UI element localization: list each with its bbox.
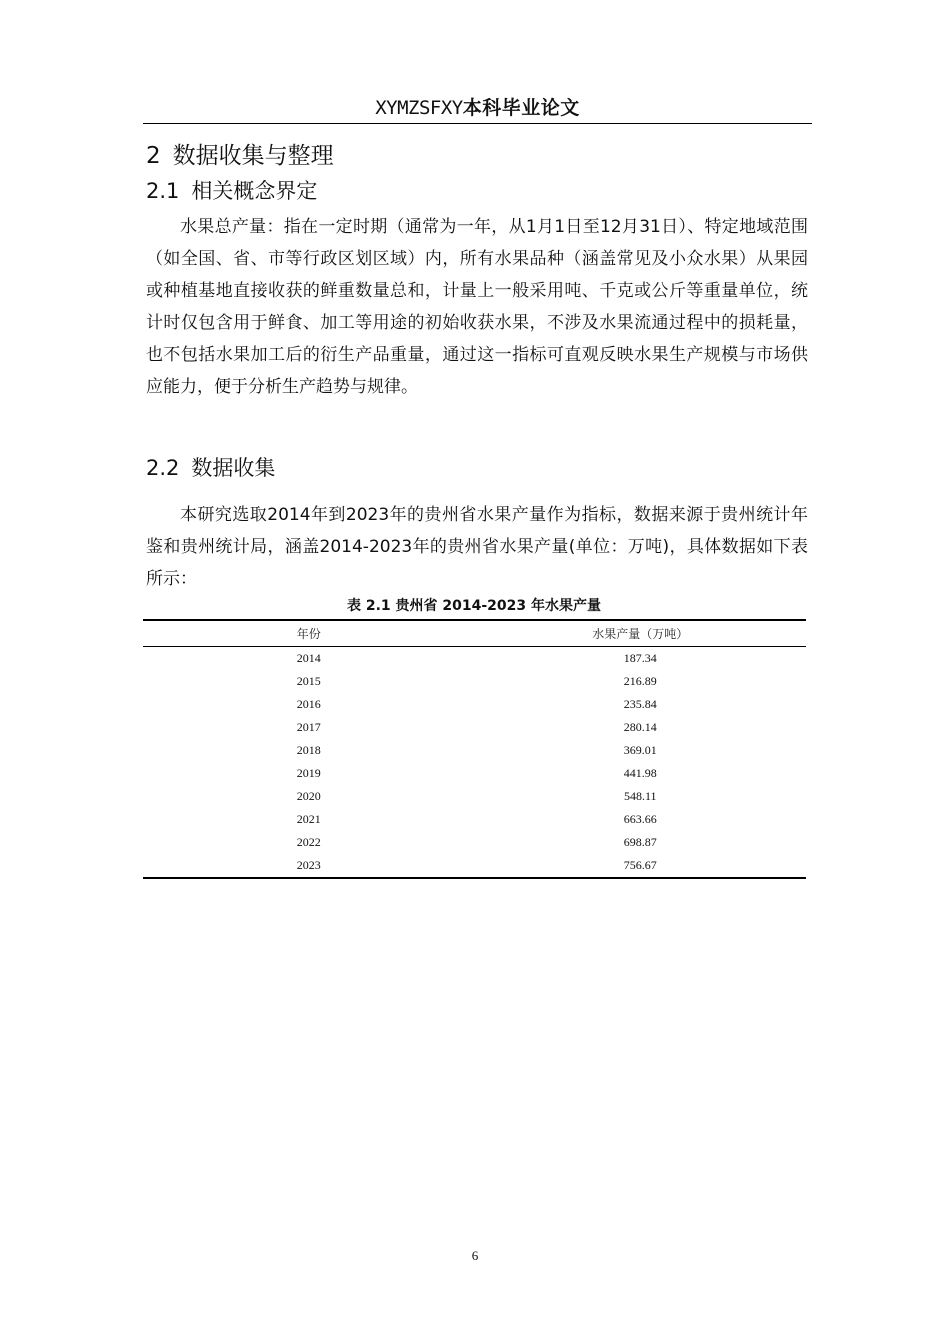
- table-row: [143, 693, 806, 716]
- year-cell: 2018: [296, 743, 321, 757]
- table-row: [143, 808, 806, 831]
- year-cell: 2020: [296, 789, 321, 803]
- table-row: [143, 831, 806, 854]
- subsection-title: 相关概念界定: [191, 179, 318, 203]
- table-row: [143, 854, 806, 878]
- table-row: [143, 716, 806, 739]
- data-collection-paragraph: 本研究选取2014年到2023年的贵州省水果产量作为指标，数据来源于贵州统计年鉴和贵州统计局，涵盖2014-2023年的贵州省水果产量(单位：万吨)，具体数据如下表所示：: [146, 505, 808, 589]
- page-header: [143, 96, 812, 120]
- column-header-production: 水果产量（万吨）: [592, 627, 689, 641]
- subsection-number: 2.2: [146, 456, 180, 480]
- table-row: [143, 762, 806, 785]
- table-caption: 表 2.1 贵州省 2014-2023 年水果产量: [346, 598, 602, 614]
- year-cell: 2021: [296, 812, 321, 826]
- table-row: [143, 670, 806, 693]
- subsection-heading-data-collection: [146, 454, 275, 482]
- fruit-production-table: [143, 619, 806, 879]
- header-title: 本科毕业论文: [462, 97, 580, 119]
- subsection-number: 2.1: [146, 179, 180, 203]
- production-cell: 698.87: [623, 835, 657, 849]
- header-divider: [143, 123, 812, 124]
- table-row: [143, 647, 806, 671]
- table-row: [143, 739, 806, 762]
- year-cell: 2023: [296, 858, 321, 872]
- production-cell: 369.01: [623, 743, 657, 757]
- header-school-code: XYMZSFXY: [375, 97, 463, 119]
- year-cell: 2015: [296, 674, 321, 688]
- year-cell: 2022: [296, 835, 321, 849]
- table-header-row: [143, 620, 806, 647]
- production-cell: 663.66: [623, 812, 657, 826]
- production-cell: 235.84: [623, 697, 657, 711]
- page-number: 6: [471, 1248, 479, 1263]
- year-cell: 2019: [296, 766, 321, 780]
- section-title: 数据收集与整理: [172, 143, 334, 169]
- section-heading: [146, 141, 334, 171]
- production-cell: 216.89: [623, 674, 657, 688]
- year-cell: 2016: [296, 697, 321, 711]
- section-number: 2: [146, 143, 161, 169]
- production-cell: 187.34: [623, 651, 657, 665]
- production-cell: 756.67: [623, 858, 657, 872]
- production-cell: 548.11: [623, 789, 657, 803]
- table-row: [143, 785, 806, 808]
- year-cell: 2014: [296, 651, 321, 665]
- year-cell: 2017: [296, 720, 321, 734]
- subsection-title: 数据收集: [191, 456, 276, 480]
- production-cell: 441.98: [623, 766, 657, 780]
- concept-paragraph: 水果总产量：指在一定时期（通常为一年，从1月1日至12月31日）、特定地域范围（如全国、省、市等行政区划区域）内，所有水果品种（涵盖常见及小众水果）从果园或种植基地直接收获的鲜重数量总和，计量上一般采用吨、千克或公斤等重量单位，统计时仅包含用于鲜食、加工等用途的初始收获水果，不涉及水果流通过程中的损耗量，也不包括水果加工后的衍生产品重量，通过这一指标可直观反映水果生产规模与市场供应能力，便于分析生产趋势与规律。: [146, 217, 808, 397]
- subsection-heading-concepts: [146, 177, 317, 205]
- production-cell: 280.14: [623, 720, 657, 734]
- column-header-year: 年份: [296, 627, 321, 641]
